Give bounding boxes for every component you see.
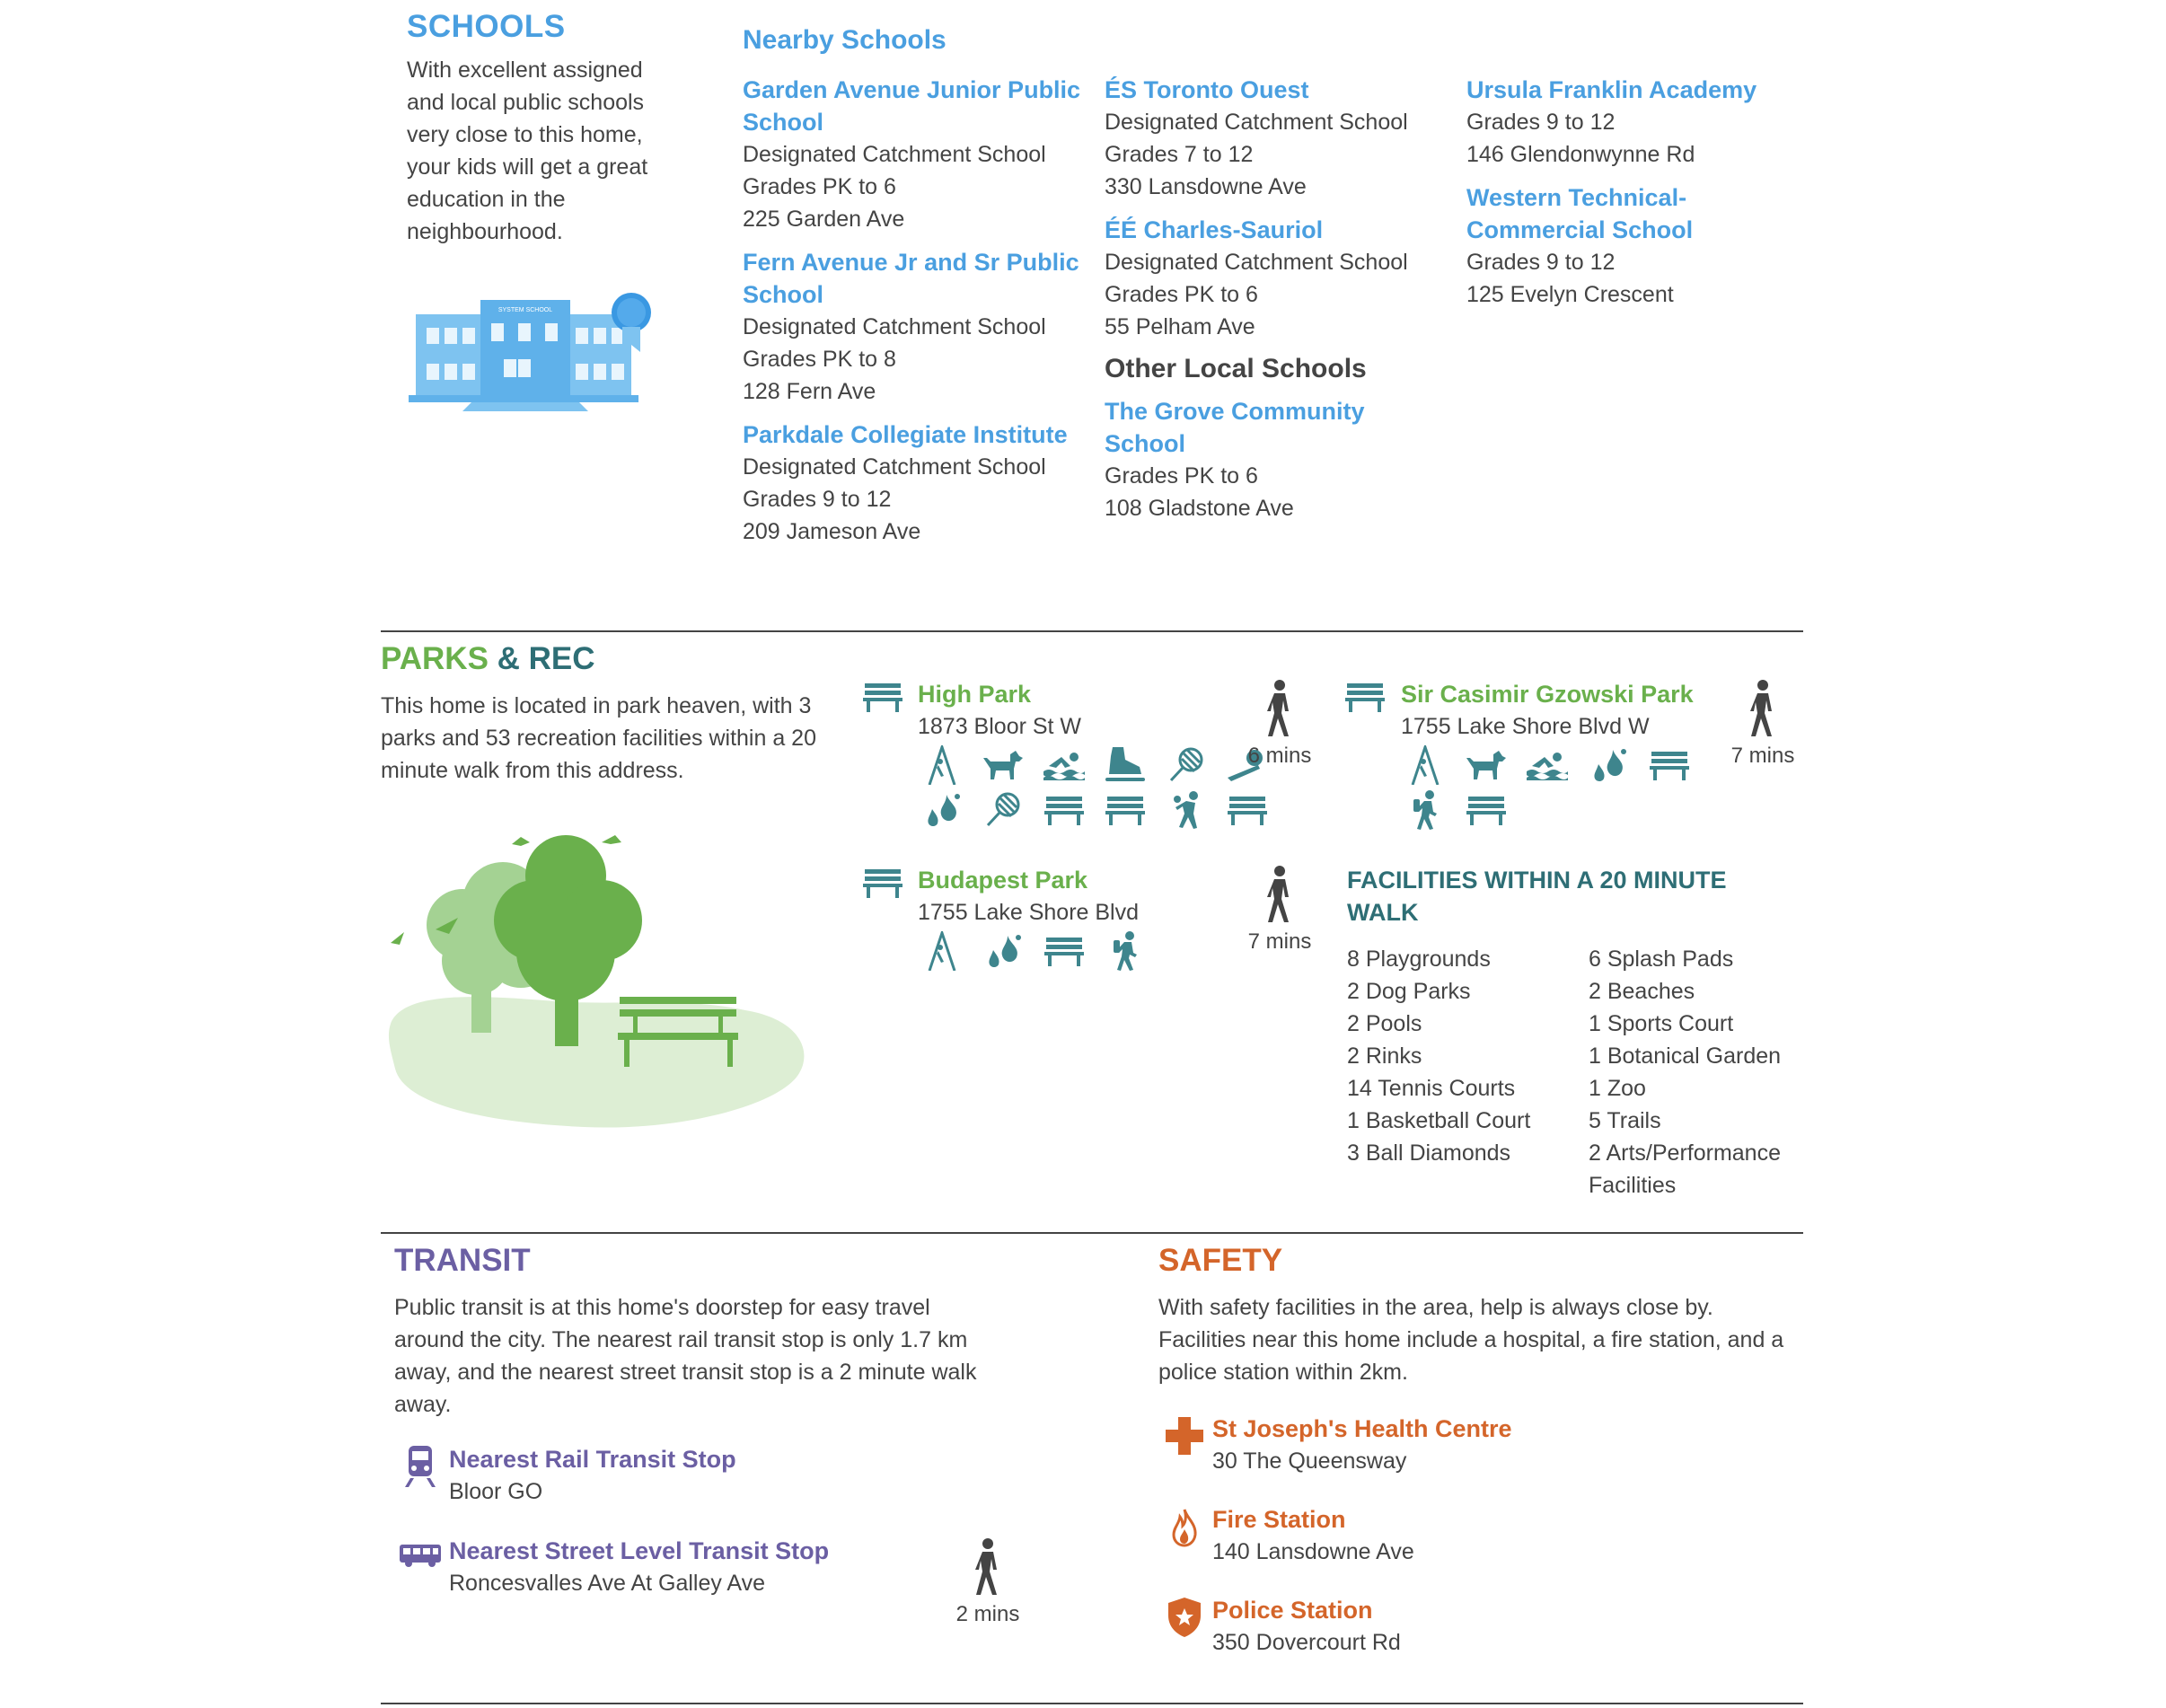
pool-icon [1038,745,1090,785]
rail-stop-value: Bloor GO [449,1479,543,1504]
bench-icon [1643,745,1695,785]
school-entry [1105,395,1446,524]
walk-time [1239,865,1320,955]
school-type: Designated Catchment School [1105,110,1408,135]
schools-column-1 [743,74,1084,559]
school-entry [1466,181,1727,311]
facility-item: 2 Beaches [1589,979,1695,1004]
trail-icon [1099,931,1151,971]
walking-person-icon [1745,679,1781,738]
facility-item: 6 Splash Pads [1589,946,1734,972]
facility-item: 1 Sports Court [1589,1011,1734,1036]
bench-icon [860,865,905,901]
facilities-list-left [1347,943,1580,1169]
hospital-cross-icon [1164,1415,1205,1457]
safety-item [1212,1413,1512,1477]
bench-icon [1099,790,1151,830]
safety-title: SAFETY [1158,1243,1283,1278]
walk-time [947,1537,1028,1627]
school-name-link[interactable]: Garden Avenue Junior Public School [743,76,1081,136]
walk-minutes: 7 mins [1730,744,1795,768]
walk-time [1239,679,1320,769]
bench-icon [860,679,905,715]
school-grades: Grades 9 to 12 [1466,250,1616,275]
school-entry [743,74,1084,235]
school-address: 209 Jameson Ave [743,519,921,544]
rail-stop-label: Nearest Rail Transit Stop [449,1446,736,1473]
facility-item: 2 Arts/Performance Facilities [1589,1140,1781,1198]
safety-item-address: 140 Lansdowne Ave [1212,1539,1414,1564]
safety-description: With safety facilities in the area, help is always close by. Facilities near this home include a hospital, a fire station, and a police station within 2km. [1158,1295,1784,1385]
school-entry [743,418,1084,548]
police-badge-icon [1166,1596,1203,1639]
school-entry [743,246,1084,408]
safety-item [1212,1594,1401,1659]
rink-icon [1099,745,1151,785]
walking-person-icon [1262,679,1298,738]
building-sign: SYSTEM SCHOOL [497,307,553,313]
street-stop [449,1535,829,1599]
playground-icon [916,745,968,785]
school-grades: Grades PK to 8 [743,347,896,372]
school-name-link[interactable]: Ursula Franklin Academy [1466,76,1757,103]
school-address: 146 Glendonwynne Rd [1466,142,1695,167]
section-divider [381,1703,1803,1704]
facility-item: 14 Tennis Courts [1347,1076,1516,1101]
facility-item: 1 Basketball Court [1347,1108,1531,1133]
section-divider [381,1232,1803,1234]
school-type: Designated Catchment School [743,454,1046,480]
splash-pad-icon [916,790,968,830]
transit-title: TRANSIT [394,1243,531,1278]
facilities-list-right [1589,943,1804,1202]
facility-item: 8 Playgrounds [1347,946,1491,972]
school-grades: Grades PK to 6 [743,174,896,199]
street-stop-label: Nearest Street Level Transit Stop [449,1537,830,1564]
school-name-link[interactable]: Western Technical-Commercial School [1466,184,1694,243]
park-facility-icons [916,931,1293,971]
school-address: 55 Pelham Ave [1105,314,1255,339]
park-address: 1755 Lake Shore Blvd [918,900,1140,925]
park-facility-icons [916,745,1293,830]
dog-park-icon [1460,745,1512,785]
other-schools-heading: Other Local Schools [1105,354,1367,383]
parks-description: This home is located in park heaven, with 3 parks and 53 recreation facilities within a 20 minute walk from this address. [381,693,816,783]
park-illustration [386,817,817,1140]
street-stop-value: Roncesvalles Ave At Galley Ave [449,1571,766,1596]
facility-item: 2 Dog Parks [1347,979,1471,1004]
splash-pad-icon [977,931,1029,971]
schools-column-3 [1466,74,1790,321]
school-grades: Grades 7 to 12 [1105,142,1254,167]
parks-title-part2: & REC [488,641,595,676]
facility-item: 3 Ball Diamonds [1347,1140,1511,1166]
basketball-icon [1160,790,1212,830]
school-address: 330 Lansdowne Ave [1105,174,1307,199]
park-facility-icons [1399,745,1704,830]
park-name-link[interactable]: Budapest Park [918,867,1088,894]
school-address: 125 Evelyn Crescent [1466,282,1674,307]
school-address: 128 Fern Ave [743,379,876,404]
safety-item [1212,1503,1414,1568]
splash-pad-icon [1582,745,1634,785]
school-grades: Grades PK to 6 [1105,282,1258,307]
school-name-link[interactable]: ÉS Toronto Ouest [1105,76,1309,103]
park-entry [918,864,1139,929]
section-divider [381,630,1803,632]
facility-item: 1 Zoo [1589,1076,1646,1101]
school-type: Designated Catchment School [743,142,1046,167]
pool-icon [1521,745,1573,785]
safety-item-address: 350 Dovercourt Rd [1212,1630,1401,1655]
schools-description: With excellent assigned and local public schools very close to this home, your kids will get a great education in the neighbourhood. [407,57,648,244]
bench-icon [1038,931,1090,971]
school-address: 108 Gladstone Ave [1105,496,1294,521]
transit-description: Public transit is at this home's doorstep for easy travel around the city. The nearest rail transit stop is only 1.7 km away, and the nearest street transit stop is a 2 minute walk away. [394,1295,977,1417]
park-name-link[interactable]: High Park [918,681,1032,708]
school-address: 225 Garden Ave [743,207,905,232]
school-name-link[interactable]: Parkdale Collegiate Institute [743,421,1068,448]
tennis-icon [977,790,1029,830]
park-name-link[interactable]: Sir Casimir Gzowski Park [1401,681,1694,708]
school-grades: Grades 9 to 12 [743,487,892,512]
playground-icon [916,931,968,971]
parks-title-part1: PARKS [381,641,489,676]
school-type: Designated Catchment School [1105,250,1408,275]
dog-park-icon [977,745,1029,785]
walk-minutes: 6 mins [1247,744,1312,768]
rail-stop [449,1443,736,1508]
nearby-schools-heading: Nearby Schools [743,25,947,55]
school-entry [1105,74,1446,203]
walk-minutes: 7 mins [1247,929,1312,954]
bench-icon [1460,790,1512,830]
park-address: 1873 Bloor St W [918,714,1082,739]
facility-item: 2 Rinks [1347,1043,1422,1069]
safety-item-name: Fire Station [1212,1506,1346,1533]
school-grades: Grades PK to 6 [1105,463,1258,489]
school-entry [1466,74,1790,171]
safety-item-name: St Joseph's Health Centre [1212,1415,1512,1442]
walking-person-icon [970,1537,1006,1597]
park-entry [1401,678,1694,743]
facility-item: 5 Trails [1589,1108,1661,1133]
safety-item-address: 30 The Queensway [1212,1448,1407,1474]
bench-icon [1038,790,1090,830]
bus-icon [399,1537,442,1573]
park-address: 1755 Lake Shore Blvd W [1401,714,1650,739]
tennis-icon [1160,745,1212,785]
school-name-link[interactable]: Fern Avenue Jr and Sr Public School [743,249,1079,308]
school-building-illustration [409,287,660,413]
school-name-link[interactable]: ÉÉ Charles-Sauriol [1105,216,1324,243]
facility-item: 2 Pools [1347,1011,1422,1036]
schools-title: SCHOOLS [407,9,566,44]
bench-icon [1343,679,1387,715]
walking-person-icon [1262,865,1298,924]
playground-icon [1399,745,1451,785]
walk-time [1722,679,1803,769]
school-name-link[interactable]: The Grove Community School [1105,398,1365,457]
park-entry [918,678,1081,743]
facility-item: 1 Botanical Garden [1589,1043,1782,1069]
schools-column-2 [1105,74,1446,535]
walk-minutes: 2 mins [955,1602,1020,1626]
trail-icon [1399,790,1451,830]
safety-item-name: Police Station [1212,1597,1373,1624]
fire-icon [1166,1505,1203,1550]
parks-title [381,641,595,677]
school-type: Designated Catchment School [743,314,1046,339]
school-grades: Grades 9 to 12 [1466,110,1616,135]
bench-icon [1221,790,1273,830]
school-entry [1105,214,1446,343]
facilities-heading: FACILITIES WITHIN A 20 MINUTE WALK [1347,867,1727,926]
train-icon [399,1444,442,1489]
